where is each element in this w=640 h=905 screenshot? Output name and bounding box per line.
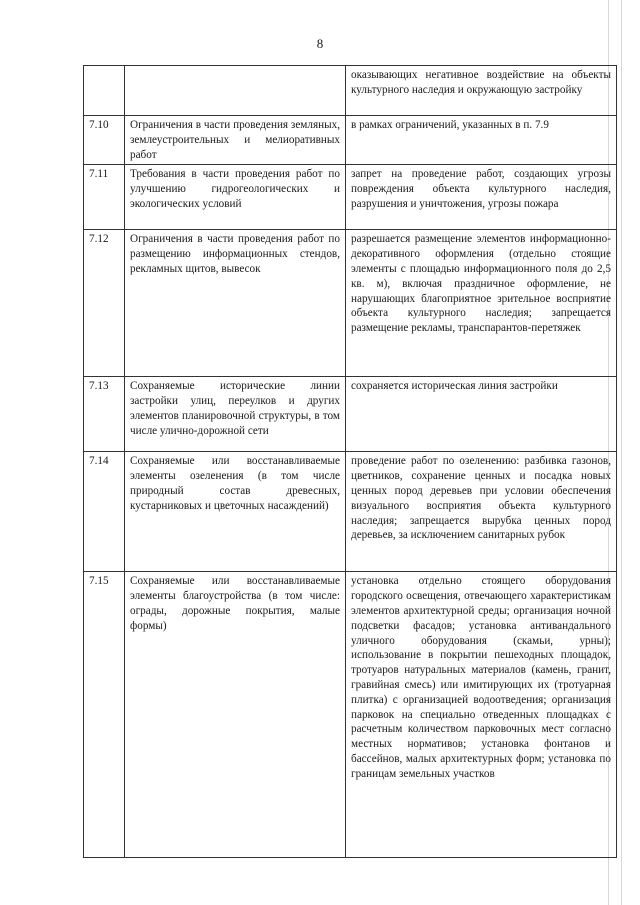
- row-number: 7.11: [84, 165, 125, 230]
- restriction-name: Сохраняемые или восстанавливаемые элементы благоустройства (в том числе: ограды, дорожные покрытия, малые формы): [125, 572, 346, 858]
- row-number: 7.13: [84, 377, 125, 452]
- table-row: [84, 116, 617, 165]
- row-number: 7.10: [84, 116, 125, 165]
- table-row: [84, 66, 617, 116]
- table-row: [84, 452, 617, 572]
- restriction-description: оказывающих негативное воздействие на объекты культурного наследия и окружающую застройку: [346, 66, 617, 116]
- restriction-description: в рамках ограничений, указанных в п. 7.9: [346, 116, 617, 165]
- restriction-description: установка отдельно стоящего оборудования городского освещения, отвечающего характеристикам элементов архитектурной среды; организация ночной подсветки фасадов; установка антивандального уличного оборудования (скамьи, урны); использование в покрытии пешеходных площадок, тротуаров натуральных материалов (камень, гранит, гравийная смесь) или имитирующих их (тротуарная плитка) с организацией водоотведения; организация парковок на специально отведенных площадках с расчетным количеством парковочных мест согласно местных нормативов; установка фонтанов и бассейнов, малых архитектурных форм; установка по границам земельных участков: [346, 572, 617, 858]
- row-number: 7.15: [84, 572, 125, 858]
- table-row: [84, 230, 617, 377]
- restriction-description: разрешается размещение элементов информационно-декоративного оформления (отдельно стоящие элементы с площадью информационного поля до 2,5 кв. м), включая праздничное оформление, не нарушающих благоприятное зрительное восприятие объекта культурного наследия; запрещается размещение рекламы, транспарантов-перетяжек: [346, 230, 617, 377]
- restriction-description: проведение работ по озеленению: разбивка газонов, цветников, сохранение ценных и посадка новых ценных пород деревьев при условии обеспечения визуального восприятия объекта культурного наследия; запрещается вырубка ценных пород деревьев, за исключением санитарных рубок: [346, 452, 617, 572]
- restriction-name: Сохраняемые исторические линии застройки улиц, переулков и других элементов планировочной структуры, в том числе улично-дорожной сети: [125, 377, 346, 452]
- restriction-name: Ограничения в части проведения земляных, землеустроительных и мелиоративных работ: [125, 116, 346, 165]
- restriction-name: [125, 66, 346, 116]
- restriction-description: сохраняется историческая линия застройки: [346, 377, 617, 452]
- page-number: 8: [316, 36, 324, 51]
- restriction-name: Ограничения в части проведения работ по размещению информационных стендов, рекламных щитов, вывесок: [125, 230, 346, 377]
- row-number: 7.12: [84, 230, 125, 377]
- scan-artifact-line: [621, 0, 622, 905]
- table-row: [84, 165, 617, 230]
- regulations-table: [83, 65, 617, 858]
- restriction-name: Требования в части проведения работ по улучшению гидрогеологических и экологических условий: [125, 165, 346, 230]
- row-number: 7.14: [84, 452, 125, 572]
- row-number: [84, 66, 125, 116]
- restriction-name: Сохраняемые или восстанавливаемые элементы озеленения (в том числе природный состав древесных, кустарниковых и цветочных насаждений): [125, 452, 346, 572]
- restriction-description: запрет на проведение работ, создающих угрозы повреждения объекта культурного наследия, разрушения и уничтожения, угрозы пожара: [346, 165, 617, 230]
- table-row: [84, 572, 617, 858]
- table-row: [84, 377, 617, 452]
